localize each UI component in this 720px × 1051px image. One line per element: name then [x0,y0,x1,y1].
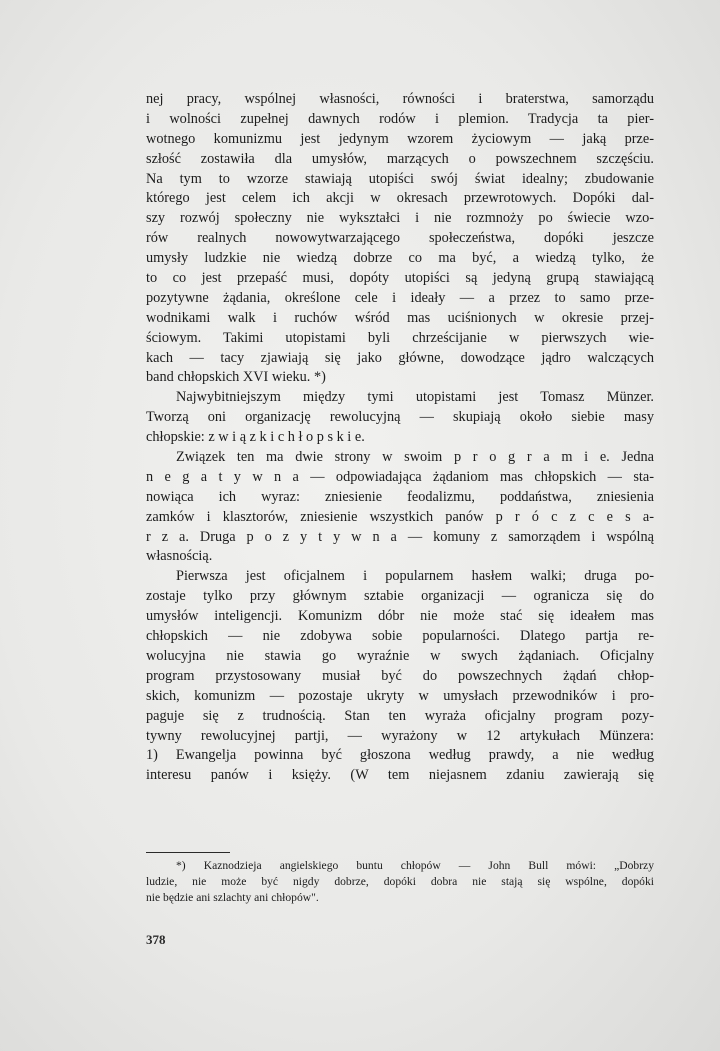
text-line: Najwybitniejszym między tymi utopistami jest Tomasz Münzer. [176,389,654,406]
page-number: 378 [146,932,166,947]
text-line: pozytywne żądania, określone cele i ideały — a przez to samo prze- [146,289,654,306]
text-line: nej pracy, wspólnej własności, równości i braterstwa, samorządu [146,91,654,107]
text-line: band chłopskich XVI wieku. *) [146,369,326,386]
text-line: to co jest przepaść musi, dopóty utopiści są jedyną grupą stawiającą [146,270,654,287]
text-line: zamków i klasztorów, zniesienie wszystkich panów p r ó c z c e s a- [146,508,654,525]
text-line: Związek ten ma dwie strony w swoim p r o g r a m i e. Jedna [176,449,654,466]
text-line: zostaje tylko przy głównym sztabie organizacji — ogranicza się do [146,588,654,605]
text-line: i wolności zupełnej dawnych rodów i plemion. Tradycja ta pier- [146,110,654,127]
text-line: chłopskie: z w i ą z k i c h ł o p s k i e. [146,429,365,446]
text-line: szy rozwój społeczny nie wykształci i nie rozmnoży po świecie wzo- [146,210,654,227]
text-line: chłopskich — nie zdobywa sobie popularności. Dlatego partja re- [146,628,654,645]
text-line: paguje się z trudnością. Stan ten wyraża oficjalny program pozy- [146,707,654,724]
text-line: 1) Ewangelja powinna być głoszona według prawdy, a nie według [146,747,654,764]
text-line: skich, komunizm — pozostaje ukryty w umysłach przewodników i pro- [146,687,654,704]
text-line: wodnikami walk i ruchów wśród mas uciśnionych w okresie przej- [146,309,654,326]
text-line: kach — tacy zjawiają się jako główne, dowodzące jądro walczących [146,349,654,366]
text-line: program przystosowany musiał być do powszechnych żądań chłop- [146,667,654,684]
text-line: Na tym to wzorze stawiają utopiści swój świat idealny; zbudowanie [146,170,654,187]
text-line: interesu panów i księży. (W tem niejasnem zdaniu zawierają się [146,767,654,784]
text-line: Tworzą oni organizację rewolucyjną — skupiają około siebie masy [146,409,654,426]
text-line: Pierwsza jest oficjalnem i popularnem hasłem walki; druga po- [176,568,654,585]
footnote-line: nie będzie ani szlachty ani chłopów". [146,890,319,904]
footnote [146,858,654,905]
text-line: własnością. [146,548,213,565]
footnote-line: *) Kaznodzieja angielskiego buntu chłopów — John Bull mówi: „Dobrzy [176,859,654,872]
footnote-line: ludzie, nie może być nigdy dobrze, dopóki dobra nie stają się wspólne, dopóki [146,874,654,888]
text-line: wotnego komunizmu jest jedynym wzorem życiowym — jaką prze- [146,130,654,147]
footnote-divider [146,852,230,853]
text-line: umysłów inteligencji. Komunizm dóbr nie może stać się ideałem mas [146,608,654,625]
text-line: nowiąca ich wyraz: zniesienie feodalizmu, poddaństwa, zniesienia [146,488,654,505]
body-text [146,90,654,786]
text-line: tywny rewolucyjnej partji, — wyrażony w 12 artykułach Münzera: [146,727,654,744]
text-line: którego jest celem ich akcji w okresach przewrotowych. Dopóki dal- [146,190,654,207]
text-line: n e g a t y w n a — odpowiadająca żądaniom mas chłopskich — sta- [146,468,654,485]
text-line: ściowym. Takimi utopistami byli chrześcijanie w pierwszych wie- [146,329,654,346]
text-line: umysły ludzkie nie wiedzą dobrze co ma być, a wiedzą tylko, że [146,250,654,267]
text-line: wolucyjna nie stawia go wyraźnie w swych żądaniach. Oficjalny [146,647,654,664]
text-line: r z a. Druga p o z y t y w n a — komuny z samorządem i wspólną [146,528,654,545]
text-line: szłość zostawiła dla umysłów, marzących o powszechnem szczęściu. [146,150,654,167]
text-line: rów realnych nowowytwarzającego społeczeństwa, dopóki jeszcze [146,230,654,247]
